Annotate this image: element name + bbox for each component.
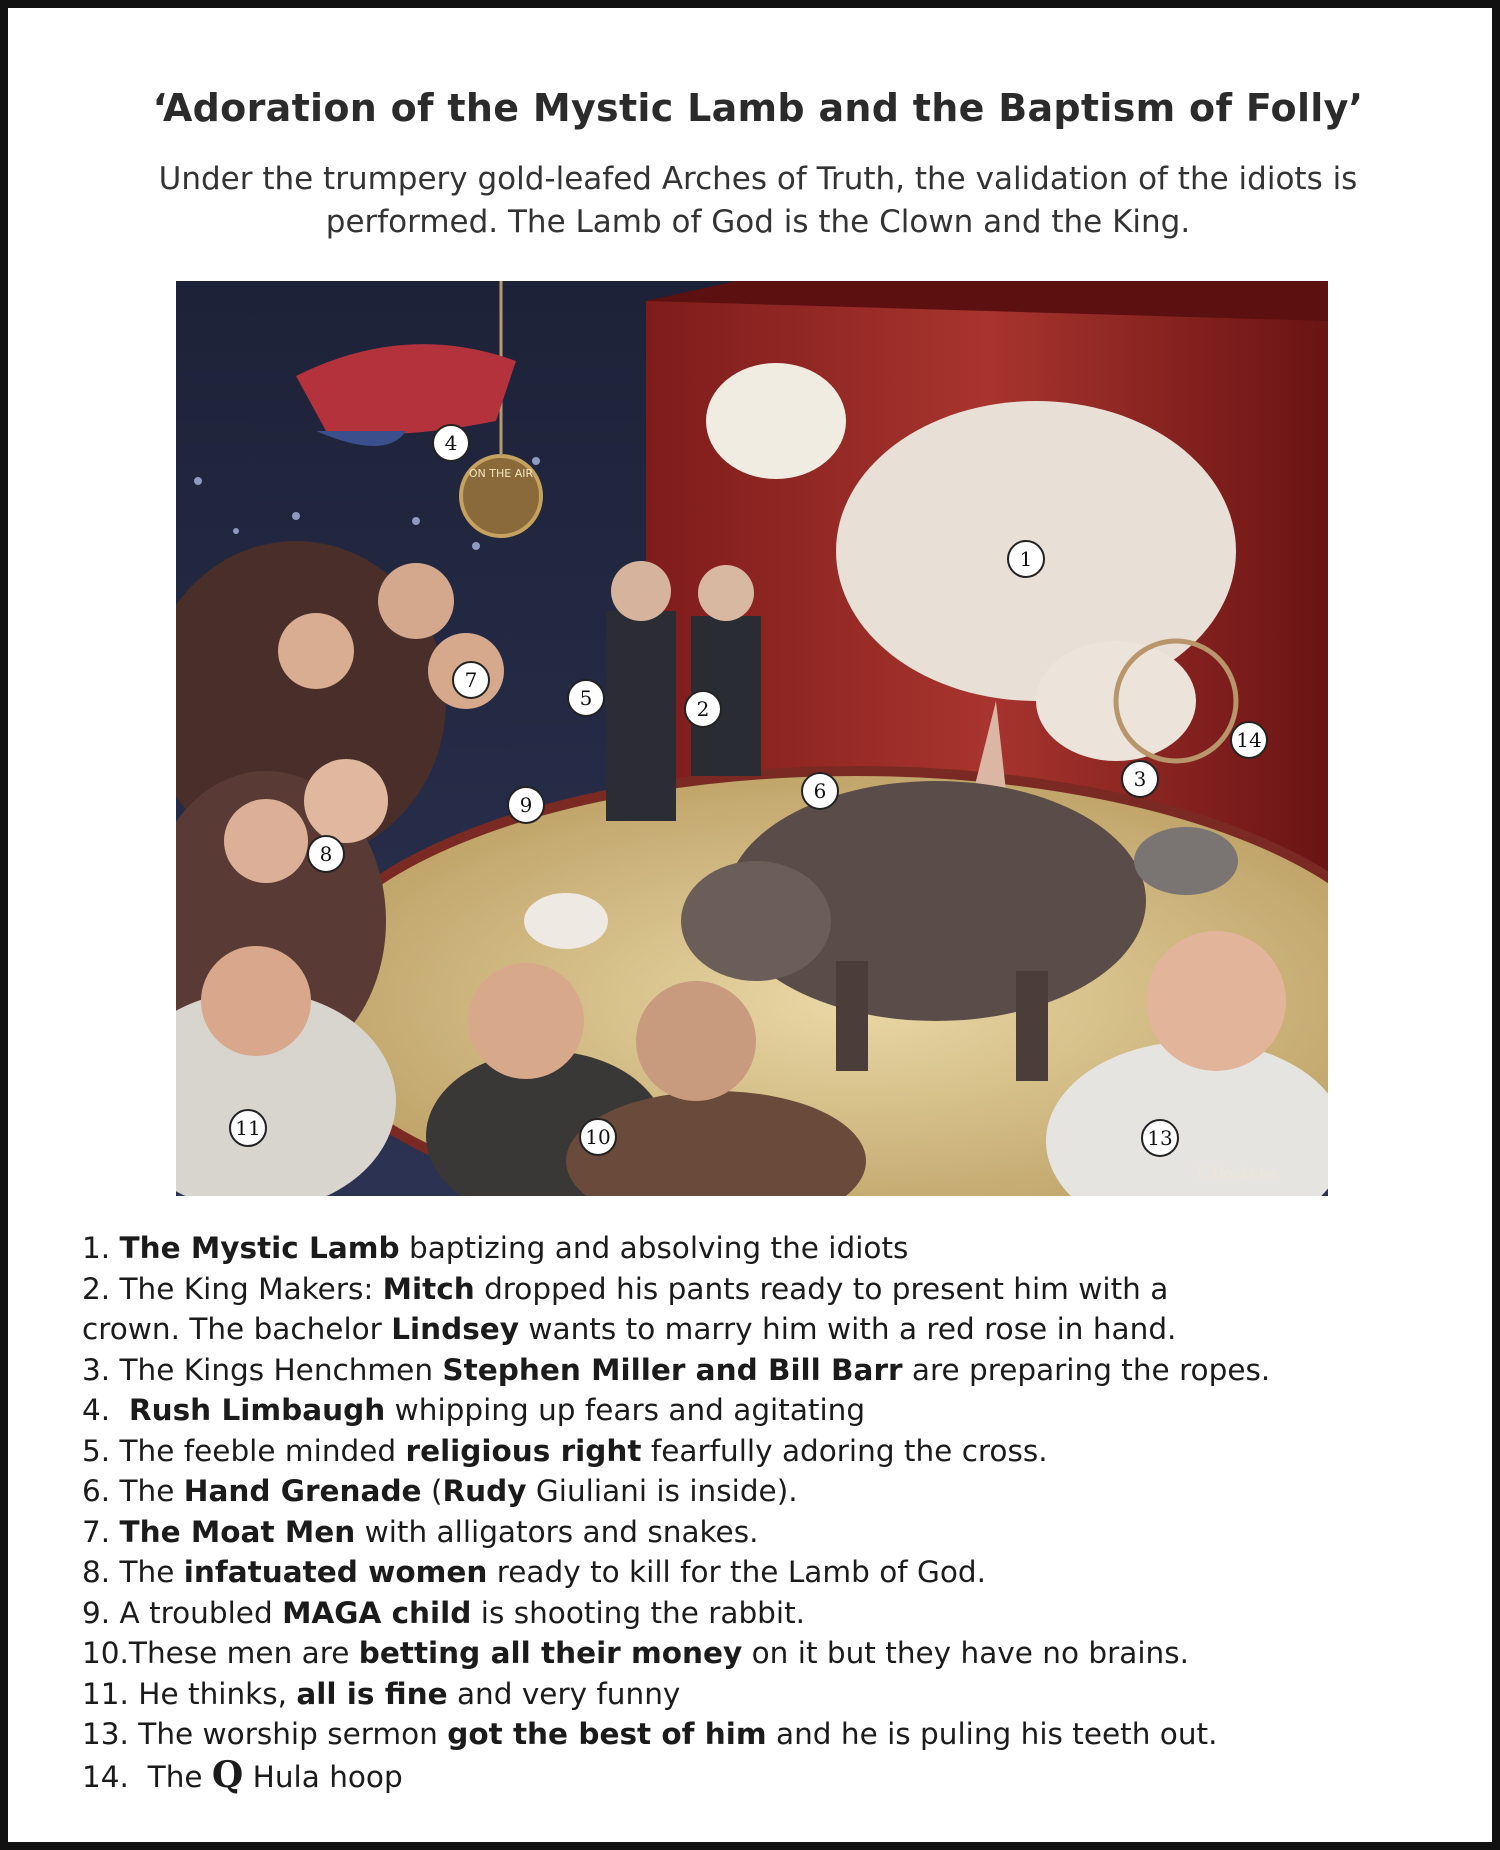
legend-item-text: Hula hoop [243,1759,403,1794]
legend-item [82,1714,1462,1755]
legend-item-text: Giuliani is inside). [526,1474,798,1508]
legend-item-emphasis: Rush Limbaugh [128,1393,386,1427]
legend-item-emphasis: religious right [405,1433,642,1468]
legend-item [82,1552,1462,1593]
legend-item-text: ( [421,1474,443,1508]
legend-item-text: on it but they have no brains. [742,1636,1189,1670]
painting-marker-3: 3 [1121,760,1159,798]
legend-item-text: The King Makers: [119,1271,383,1306]
legend-item-number: 9. [82,1595,120,1630]
legend-item-text: ready to kill for the Lamb of God. [487,1555,987,1589]
legend-item-text: The [119,1474,184,1508]
legend-item-number: 3. [82,1352,120,1387]
legend-item-text: baptizing and absolving the idiots [399,1231,909,1265]
painting-marker-6: 6 [801,772,839,810]
painting-marker-10: 10 [579,1118,617,1156]
legend-item-text: dropped his pants ready to present him with a [474,1271,1169,1306]
painting-marker-8: 8 [307,835,345,873]
legend-item [82,1269,1462,1310]
legend-item-text: fearfully adoring the cross. [641,1433,1048,1468]
painting-marker-4: 4 [432,424,470,462]
legend-item-emphasis: Mitch [382,1271,475,1306]
legend-item-emphasis: MAGA child [282,1595,472,1630]
legend-item-number: 5. [82,1433,120,1468]
mic-sign-text: ON THE AIR [468,467,534,480]
legend-item-text: and he is puling his teeth out. [766,1717,1218,1751]
legend-list [82,1228,1462,1797]
painting-marker-11: 11 [229,1109,267,1147]
legend-item-number: 10. [82,1636,129,1670]
legend-item-number: 1. [82,1231,120,1265]
legend-item-number: 7. [82,1514,120,1549]
legend-item-emphasis: betting all their money [358,1636,743,1670]
painting-marker-1: 1 [1007,540,1045,578]
legend-item [82,1309,1462,1350]
legend-item-text: The Kings Henchmen [119,1352,443,1387]
legend-item-number: 2. [82,1271,120,1306]
legend-item [82,1471,1462,1512]
legend-item-emphasis: The Moat Men [119,1514,356,1549]
legend-item [82,1431,1462,1472]
legend-item [82,1674,1462,1715]
painting-artwork [176,281,1328,1196]
legend-item-text: The [147,1759,212,1794]
painting-marker-13: 13 [1141,1119,1179,1157]
q-glyph: Q [211,1753,244,1796]
painting-marker-14: 14 [1230,721,1268,759]
legend-item [82,1633,1462,1674]
legend-item-emphasis: all is fine [296,1676,448,1711]
legend-item-number: 8. [82,1555,120,1589]
painting [176,281,1328,1196]
legend-item-text: whipping up fears and agitating [385,1393,866,1427]
legend-item-emphasis: The Mystic Lamb [119,1231,400,1265]
legend-item-emphasis: infatuated women [183,1555,488,1589]
legend-item-number: 4. [82,1393,129,1427]
legend-item-number: 13. [82,1717,139,1751]
legend-item-text: and very funny [447,1676,681,1711]
painting-marker-2: 2 [684,690,722,728]
legend-item-text: A troubled [119,1595,283,1630]
painting-marker-7: 7 [452,661,490,699]
legend-item-text: The worship sermon [138,1717,448,1751]
legend-item-emphasis: got the best of him [447,1717,767,1751]
legend-item-number: 11. [82,1676,139,1711]
legend-item-text: with alligators and snakes. [355,1514,759,1549]
legend-item-emphasis: Rudy [442,1474,527,1508]
legend-item-number: 6. [82,1474,120,1508]
legend-item [82,1350,1462,1391]
legend-item-text: The feeble minded [119,1433,406,1468]
painting-marker-9: 9 [507,786,545,824]
legend-item-text: These men are [128,1636,359,1670]
legend-item-text: crown. The bachelor [82,1312,392,1346]
legend-item-text: is shooting the rabbit. [471,1595,806,1630]
painting-signature: T. Doskova [1194,1164,1276,1182]
legend-item [82,1512,1462,1553]
legend-item-emphasis: Hand Grenade [183,1474,422,1508]
page-title: ‘Adoration of the Mystic Lamb and the Baptism of Folly’ [152,86,1364,130]
legend-item-text: are preparing the ropes. [902,1352,1271,1387]
legend-item-text: The [119,1555,184,1589]
legend-item-number: 14. [82,1759,148,1794]
page-subtitle: Under the trumpery gold-leafed Arches of Truth, the validation of the idiots is performed. The Lamb of God is the Clown and the King. [158,161,1358,240]
legend-item-emphasis: Stephen Miller and Bill Barr [442,1352,903,1387]
legend-item [82,1390,1462,1431]
legend-item [82,1755,1462,1798]
legend-item-text: wants to marry him with a red rose in hand. [519,1312,1177,1346]
painting-marker-5: 5 [567,679,605,717]
legend-item-emphasis: Lindsey [391,1312,520,1346]
legend-item [82,1228,1462,1269]
legend-item [82,1593,1462,1634]
legend-item-text: He thinks, [138,1676,297,1711]
